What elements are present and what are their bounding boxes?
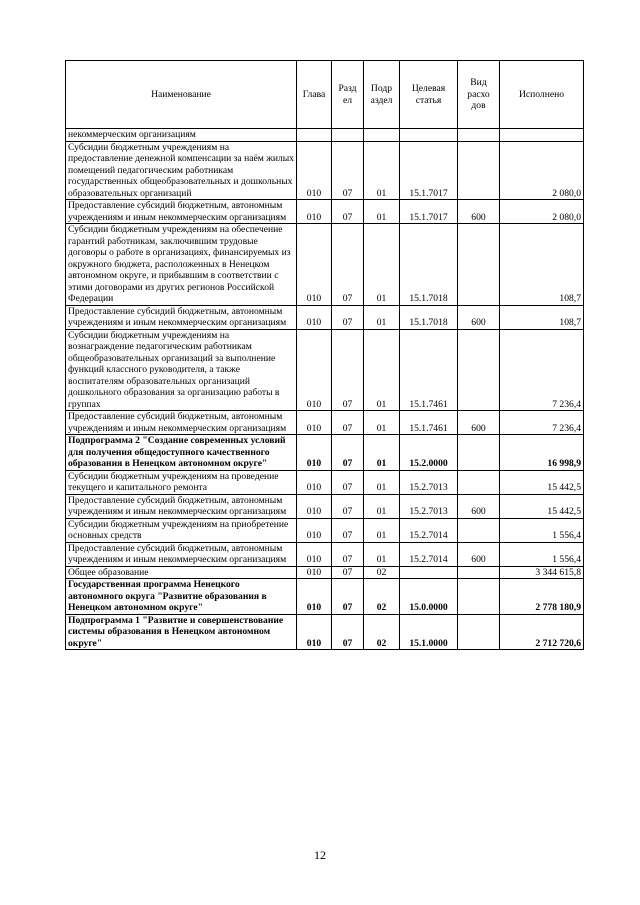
cell-razdel: 07 [332,141,364,200]
cell-done: 7 236,4 [500,411,584,435]
cell-razdel: 07 [332,224,364,306]
cell-name: Предоставление субсидий бюджетным, автономным учреждениям и иным некоммерческим организациям [66,494,297,518]
cell-podrazdel: 02 [364,614,400,650]
cell-glava: 010 [297,200,332,224]
cell-podrazdel: 01 [364,518,400,542]
cell-target [400,129,458,142]
cell-razdel: 07 [332,566,364,579]
table-row [66,435,584,471]
cell-podrazdel: 01 [364,411,400,435]
cell-name: Подпрограмма 2 "Создание современных условий для получения общедоступного качественного образования в Ненецком автономном округе" [66,435,297,471]
cell-glava: 010 [297,579,332,615]
cell-target: 15.2.0000 [400,435,458,471]
cell-name: некоммерческим организациям [66,129,297,142]
cell-razdel: 07 [332,614,364,650]
cell-target: 15.2.7013 [400,470,458,494]
cell-target: 15.2.7014 [400,542,458,566]
cell-target: 15.1.7017 [400,141,458,200]
table-row [66,494,584,518]
cell-glava: 010 [297,518,332,542]
cell-razdel: 07 [332,435,364,471]
cell-glava: 010 [297,494,332,518]
cell-target: 15.2.7013 [400,494,458,518]
cell-name: Субсидии бюджетным учреждениям на обеспечение гарантий работникам, заключившим трудовые договоры о работе в организациях, финансируемых из окружного бюджета, расположенных в Ненецком автономном округе, и прибывшим в соответствии с этими договорами из других регионов Российской Федерации [66,224,297,306]
cell-vid [458,224,500,306]
table-row [66,566,584,579]
cell-target: 15.0.0000 [400,579,458,615]
cell-razdel: 07 [332,305,364,329]
cell-target: 15.2.7014 [400,518,458,542]
cell-podrazdel [364,129,400,142]
table-row [66,200,584,224]
cell-razdel: 07 [332,470,364,494]
header-vid: Вид расхо дов [458,61,500,129]
table-row [66,141,584,200]
cell-glava [297,129,332,142]
cell-done: 7 236,4 [500,329,584,411]
cell-name: Субсидии бюджетным учреждениям на предоставление денежной компенсации за наём жилых помещений педагогическим работникам государственных общеобразовательных и дошкольных образовательных организаций [66,141,297,200]
table-row [66,518,584,542]
cell-done: 1 556,4 [500,518,584,542]
cell-glava: 010 [297,614,332,650]
cell-razdel: 07 [332,542,364,566]
budget-table [65,60,584,650]
cell-vid [458,141,500,200]
cell-razdel: 07 [332,518,364,542]
cell-target: 15.1.7017 [400,200,458,224]
table-row [66,224,584,306]
cell-name: Предоставление субсидий бюджетным, автономным учреждениям и иным некоммерческим организациям [66,542,297,566]
cell-razdel [332,129,364,142]
cell-podrazdel: 01 [364,470,400,494]
cell-vid: 600 [458,411,500,435]
cell-target: 15.1.7461 [400,329,458,411]
cell-done: 2 080,0 [500,200,584,224]
cell-target: 15.1.7018 [400,224,458,306]
cell-razdel: 07 [332,329,364,411]
cell-vid [458,614,500,650]
cell-name: Предоставление субсидий бюджетным, автономным учреждениям и иным некоммерческим организациям [66,200,297,224]
cell-glava: 010 [297,542,332,566]
cell-glava: 010 [297,435,332,471]
cell-done: 2 080,0 [500,141,584,200]
cell-podrazdel: 01 [364,141,400,200]
cell-razdel: 07 [332,200,364,224]
cell-name: Субсидии бюджетным учреждениям на вознаграждение педагогическим работникам общеобразовательных организаций за выполнение функций классного руководителя, а также воспитателям образовательных организаций дошкольного образования за организацию работы в группах [66,329,297,411]
table-header-row [66,61,584,129]
cell-name: Подпрограмма 1 "Развитие и совершенствование системы образования в Ненецком автономном округе" [66,614,297,650]
cell-done: 15 442,5 [500,470,584,494]
cell-podrazdel: 01 [364,329,400,411]
table-row [66,579,584,615]
cell-podrazdel: 01 [364,305,400,329]
cell-name: Предоставление субсидий бюджетным, автономным учреждениям и иным некоммерческим организациям [66,411,297,435]
cell-podrazdel: 01 [364,224,400,306]
cell-glava: 010 [297,329,332,411]
table-row [66,470,584,494]
cell-glava: 010 [297,305,332,329]
header-name: Наименование [66,61,297,129]
cell-name: Предоставление субсидий бюджетным, автономным учреждениям и иным некоммерческим организациям [66,305,297,329]
cell-name: Субсидии бюджетным учреждениям на приобретение основных средств [66,518,297,542]
cell-razdel: 07 [332,579,364,615]
cell-razdel: 07 [332,494,364,518]
cell-vid [458,329,500,411]
header-target: Целевая статья [400,61,458,129]
table-row [66,129,584,142]
page-number: 12 [314,848,326,862]
cell-vid [458,579,500,615]
cell-podrazdel: 01 [364,435,400,471]
cell-glava: 010 [297,566,332,579]
cell-vid [458,566,500,579]
table-row [66,329,584,411]
cell-done: 2 778 180,9 [500,579,584,615]
table-row [66,542,584,566]
table-row [66,614,584,650]
cell-done [500,129,584,142]
cell-razdel: 07 [332,411,364,435]
cell-done: 2 712 720,6 [500,614,584,650]
cell-glava: 010 [297,141,332,200]
cell-vid: 600 [458,494,500,518]
table-row [66,305,584,329]
cell-vid: 600 [458,200,500,224]
cell-name: Общее образование [66,566,297,579]
cell-podrazdel: 01 [364,494,400,518]
header-glava: Глава [297,61,332,129]
cell-target: 15.1.0000 [400,614,458,650]
table-row [66,411,584,435]
cell-done: 3 344 615,8 [500,566,584,579]
cell-vid: 600 [458,305,500,329]
cell-vid [458,518,500,542]
header-razdel: Разд ел [332,61,364,129]
cell-podrazdel: 01 [364,200,400,224]
cell-podrazdel: 02 [364,579,400,615]
header-podrazdel: Подр аздел [364,61,400,129]
cell-done: 108,7 [500,224,584,306]
cell-vid [458,470,500,494]
cell-vid: 600 [458,542,500,566]
cell-podrazdel: 01 [364,542,400,566]
cell-glava: 010 [297,470,332,494]
cell-done: 15 442,5 [500,494,584,518]
cell-podrazdel: 02 [364,566,400,579]
cell-vid [458,435,500,471]
cell-glava: 010 [297,411,332,435]
cell-glava: 010 [297,224,332,306]
cell-vid [458,129,500,142]
cell-target: 15.1.7461 [400,411,458,435]
header-done: Исполнено [500,61,584,129]
cell-name: Государственная программа Ненецкого автономного округа "Развитие образования в Ненецком автономном округе" [66,579,297,615]
cell-target: 15.1.7018 [400,305,458,329]
cell-done: 108,7 [500,305,584,329]
cell-done: 16 998,9 [500,435,584,471]
cell-target [400,566,458,579]
cell-done: 1 556,4 [500,542,584,566]
cell-name: Субсидии бюджетным учреждениям на проведение текущего и капитального ремонта [66,470,297,494]
